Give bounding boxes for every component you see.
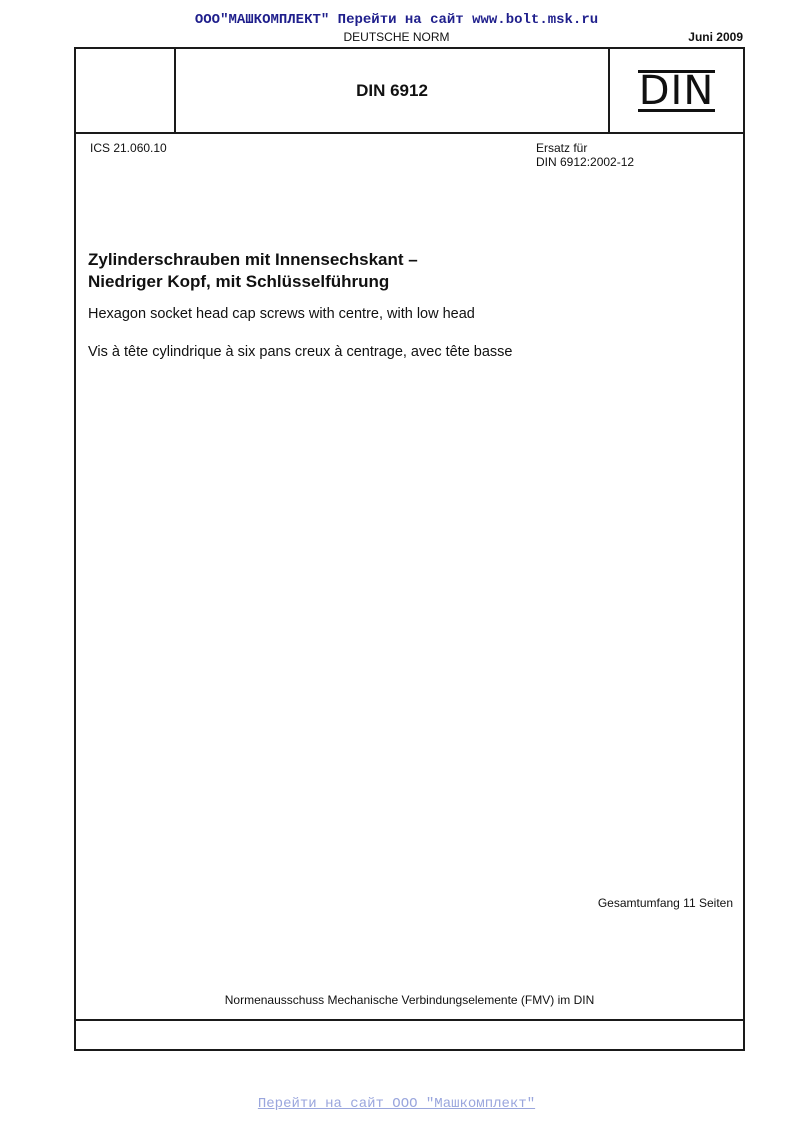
footer-site-link[interactable]: Перейти на сайт ООО "Машкомплект"	[257, 1096, 536, 1112]
footer-divider	[76, 1019, 743, 1021]
header-row	[76, 49, 743, 134]
replaces-label: Ersatz für	[536, 141, 588, 155]
title-german	[88, 249, 728, 293]
replaces-block	[536, 141, 634, 169]
title-german-line1: Zylinderschrauben mit Innensechskant –	[88, 250, 418, 269]
din-logo: DIN	[638, 67, 715, 114]
document-type: DEUTSCHE NORM	[343, 30, 450, 44]
cover-frame	[74, 47, 745, 1051]
title-german-line2: Niedriger Kopf, mit Schlüsselführung	[88, 272, 390, 291]
site-banner-link[interactable]: ООО"МАШКОМПЛЕКТ" Перейти на сайт www.bolt.msk.ru	[194, 12, 599, 28]
replaces-value: DIN 6912:2002-12	[536, 155, 635, 169]
title-french: Vis à tête cylindrique à six pans creux à centrage, avec tête basse	[88, 344, 513, 360]
din-logo-cell	[610, 49, 743, 132]
ics-code: ICS 21.060.10	[90, 141, 167, 155]
issue-date: Juni 2009	[688, 30, 743, 44]
standard-number: DIN 6912	[176, 49, 610, 132]
header-empty-cell	[76, 49, 176, 132]
total-pages: Gesamtumfang 11 Seiten	[597, 896, 733, 910]
title-english: Hexagon socket head cap screws with centre, with low head	[88, 306, 475, 322]
committee-name: Normenausschuss Mechanische Verbindungselemente (FMV) im DIN	[224, 993, 595, 1007]
